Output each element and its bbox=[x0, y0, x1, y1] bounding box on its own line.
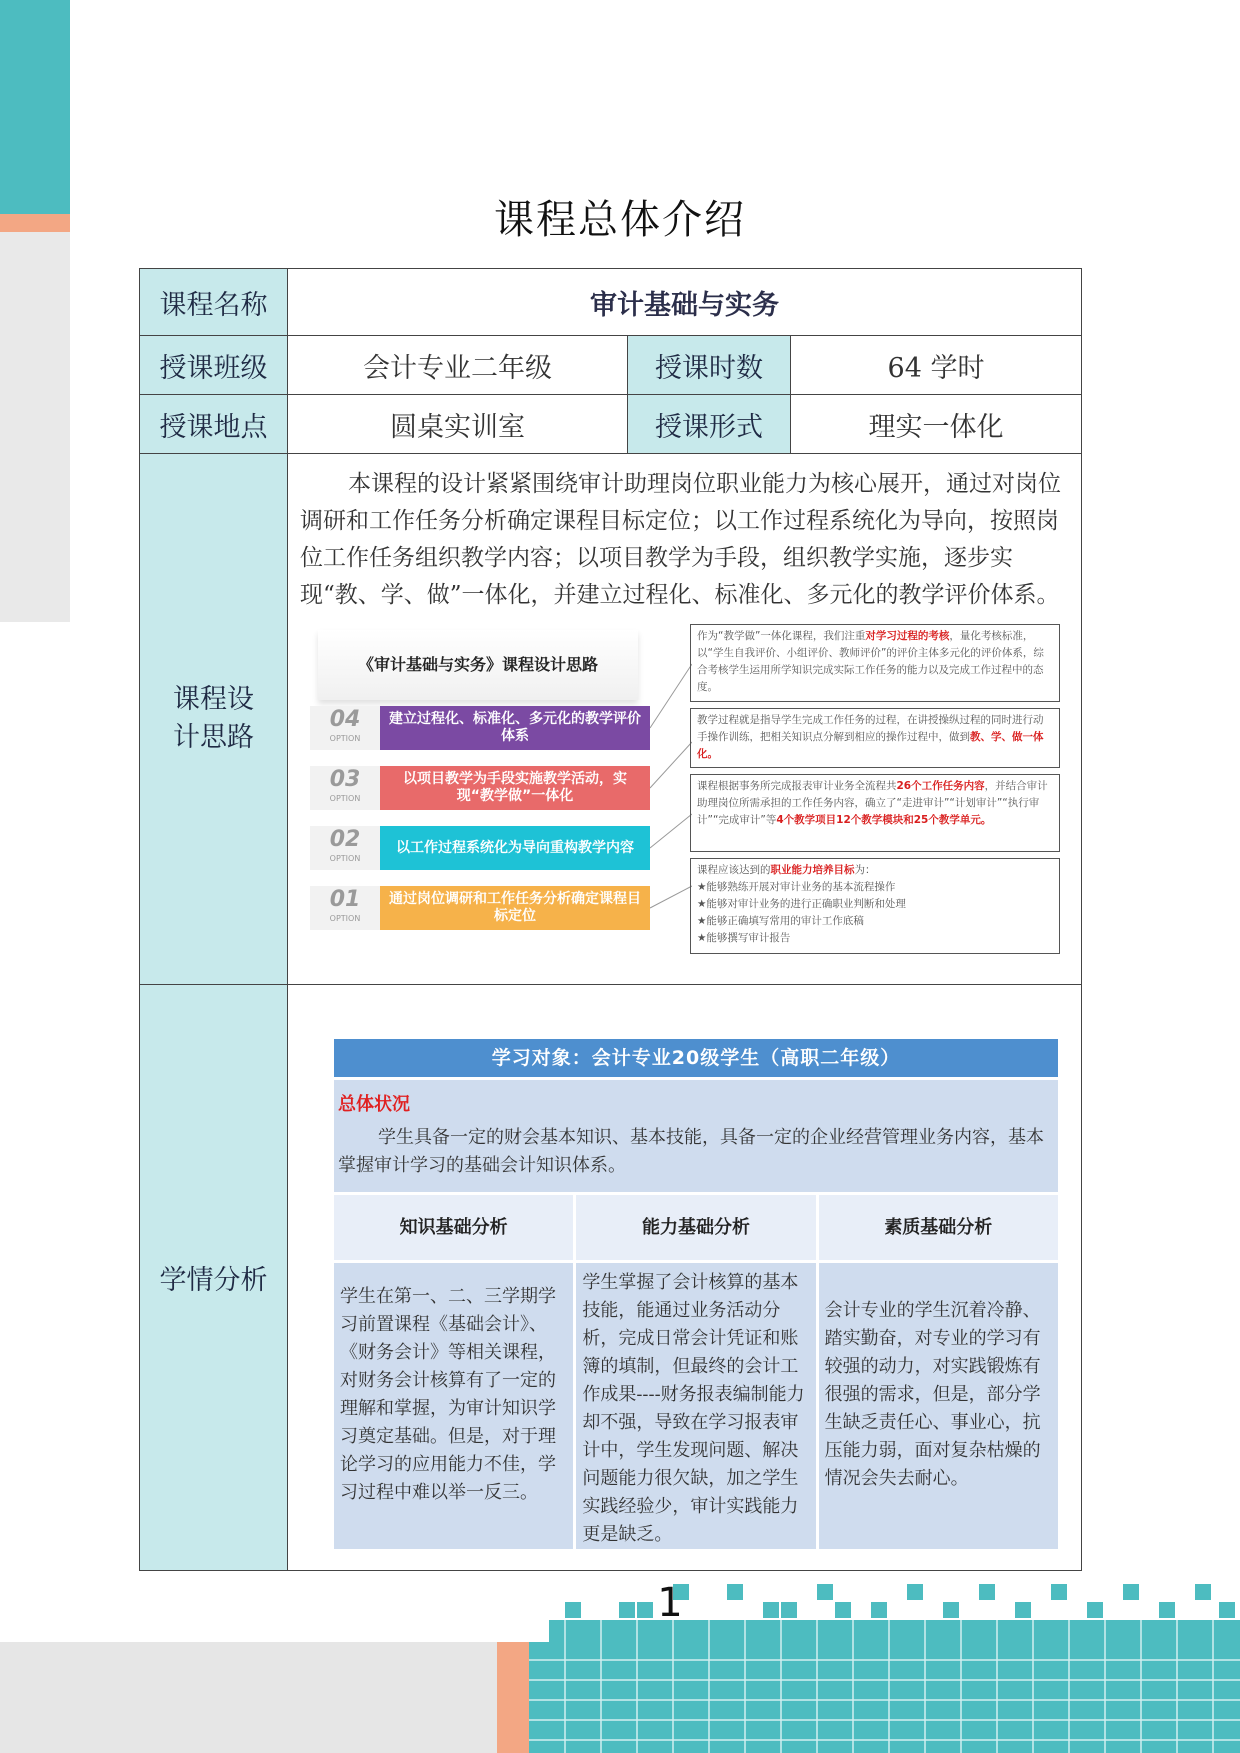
analysis-columns bbox=[334, 1195, 1058, 1549]
step-band: 以工作过程系统化为导向重构教学内容 bbox=[380, 826, 650, 870]
diagram-steps bbox=[300, 624, 655, 954]
step-band: 以项目教学为手段实施教学活动，实现“教学做”一体化 bbox=[380, 766, 650, 810]
decorative-teal-bar-left bbox=[0, 0, 70, 214]
option-label: OPTION bbox=[329, 734, 361, 743]
form-value: 理实一体化 bbox=[791, 395, 1082, 454]
box-text: ，量化考核标准，以“学生自我评价、小组评价、教师评价”的评价主体多元化的评价体系，综合考核学生运用所学知识完成实际工作任务的能力以及完成工作过程中的态度。 bbox=[697, 630, 1044, 693]
step-number-box bbox=[310, 886, 380, 930]
hours-label: 授课时数 bbox=[628, 336, 791, 395]
design-label: 课程设计思路 bbox=[140, 454, 288, 985]
location-label: 授课地点 bbox=[140, 395, 288, 454]
box-highlight: 26个工作任务内容 bbox=[896, 780, 985, 792]
analysis-panel bbox=[334, 1039, 1058, 1549]
option-label: OPTION bbox=[329, 794, 361, 803]
step-04 bbox=[310, 706, 650, 750]
quality-column bbox=[819, 1195, 1058, 1549]
decorative-gray-bar-left bbox=[0, 232, 70, 622]
column-title: 能力基础分析 bbox=[576, 1195, 815, 1260]
box-text: 课程应该达到的 bbox=[697, 864, 771, 876]
decorative-pixel-pattern bbox=[529, 1580, 1240, 1753]
step-number: 03 bbox=[329, 767, 361, 792]
step-band: 建立过程化、标准化、多元化的教学评价体系 bbox=[380, 706, 650, 750]
step-number-box bbox=[310, 826, 380, 870]
overall-text: 学生具备一定的财会基本知识、基本技能，具备一定的企业经营管理业务内容，基本掌握审计学习的基础会计知识体系。 bbox=[338, 1127, 1044, 1176]
design-content bbox=[288, 454, 1082, 985]
step-number-box bbox=[310, 706, 380, 750]
course-overview-table bbox=[139, 268, 1082, 1571]
overall-title: 总体状况 bbox=[338, 1094, 410, 1115]
class-hours-row bbox=[140, 336, 1082, 395]
box-text: 课程根据事务所完成报表审计业务全流程共 bbox=[697, 780, 897, 792]
box-text: ，并结合审计助理岗位所需承担的工作任务内容，确立了“走进审计”“计划审计”“执行审计”“完成审计”等 bbox=[697, 780, 1048, 826]
goal-item: ★能够正确填写常用的审计工作底稿 bbox=[697, 915, 864, 927]
course-name-row bbox=[140, 269, 1082, 336]
column-title: 知识基础分析 bbox=[334, 1195, 573, 1260]
page-title: 课程总体介绍 bbox=[494, 197, 746, 243]
column-text: 会计专业的学生沉着冷静、踏实勤奋，对专业的学习有较强的动力，对实践锻炼有很强的需求，但是，部分学生缺乏责任心、事业心，抗压能力弱，面对复杂枯燥的情况会失去耐心。 bbox=[819, 1263, 1058, 1549]
step-number-box bbox=[310, 766, 380, 810]
design-diagram bbox=[300, 624, 1069, 954]
class-value: 会计专业二年级 bbox=[288, 336, 628, 395]
box-text: 教学过程就是指导学生完成工作任务的过程，在讲授操纵过程的同时进行动手操作训练，把相关知识点分解到相应的操作过程中，做到 bbox=[697, 714, 1044, 743]
box-highlight: 职业能力培养目标 bbox=[770, 864, 855, 876]
diagram-connector-lines bbox=[650, 624, 692, 954]
description-box-process bbox=[690, 708, 1060, 768]
diagram-description-boxes bbox=[690, 624, 1060, 960]
option-label: OPTION bbox=[329, 914, 361, 923]
course-name-value: 审计基础与实务 bbox=[288, 269, 1082, 336]
page-number: 1 bbox=[657, 1580, 683, 1626]
goal-item: ★能够对审计业务的进行正确职业判断和处理 bbox=[697, 898, 906, 910]
decorative-orange-bar-bottom bbox=[497, 1642, 529, 1753]
description-box-evaluation bbox=[690, 624, 1060, 702]
column-text: 学生掌握了会计核算的基本技能，能通过业务活动分析，完成日常会计凭证和账簿的填制，但最终的会计工作成果----财务报表编制能力却不强，导致在学习报表审计中，学生发现问题、解决问题能力很欠缺，加之学生实践经验少，审计实践能力更是缺乏。 bbox=[576, 1263, 815, 1549]
box-text: 作为“教学做”一体化课程，我们注重 bbox=[697, 630, 866, 642]
knowledge-column bbox=[334, 1195, 573, 1549]
description-box-goals bbox=[690, 858, 1060, 954]
step-02 bbox=[310, 826, 650, 870]
analysis-header: 学习对象：会计专业20级学生（高职二年级） bbox=[334, 1039, 1058, 1077]
form-label: 授课形式 bbox=[628, 395, 791, 454]
location-value: 圆桌实训室 bbox=[288, 395, 628, 454]
step-number: 02 bbox=[329, 827, 361, 852]
box-highlight: 对学习过程的考核 bbox=[865, 630, 950, 642]
location-form-row bbox=[140, 395, 1082, 454]
analysis-overall bbox=[334, 1080, 1058, 1192]
ability-column bbox=[576, 1195, 815, 1549]
design-paragraph: 本课程的设计紧紧围绕审计助理岗位职业能力为核心展开，通过对岗位调研和工作任务分析确定课程目标定位；以工作过程系统化为导向，按照岗位工作任务组织教学内容；以项目教学为手段，组织教学实施，逐步实现“教、学、做”一体化，并建立过程化、标准化、多元化的教学评价体系。 bbox=[300, 471, 1061, 608]
goal-item: ★能够熟练开展对审计业务的基本流程操作 bbox=[697, 881, 896, 893]
step-band: 通过岗位调研和工作任务分析确定课程目标定位 bbox=[380, 886, 650, 930]
step-number: 04 bbox=[329, 707, 361, 732]
column-title: 素质基础分析 bbox=[819, 1195, 1058, 1260]
course-name-label: 课程名称 bbox=[140, 269, 288, 336]
goal-item: ★能够撰写审计报告 bbox=[697, 932, 791, 944]
description-box-content bbox=[690, 774, 1060, 852]
analysis-row bbox=[140, 985, 1082, 1571]
analysis-content bbox=[288, 985, 1082, 1571]
box-highlight: 4个教学项目12个教学模块和25个教学单元。 bbox=[776, 814, 992, 826]
hours-value: 64 学时 bbox=[791, 336, 1082, 395]
class-label: 授课班级 bbox=[140, 336, 288, 395]
design-row bbox=[140, 454, 1082, 985]
box-text: 为： bbox=[854, 864, 876, 876]
step-03 bbox=[310, 766, 650, 810]
step-01 bbox=[310, 886, 650, 930]
option-label: OPTION bbox=[329, 854, 361, 863]
analysis-label: 学情分析 bbox=[140, 985, 288, 1571]
step-number: 01 bbox=[329, 887, 361, 912]
box-highlight: 教、学、做一体化。 bbox=[697, 731, 1044, 760]
diagram-title: 《审计基础与实务》课程设计思路 bbox=[318, 630, 638, 700]
column-text: 学生在第一、二、三学期学习前置课程《基础会计》、《财务会计》等相关课程，对财务会计核算有了一定的理解和掌握，为审计知识学习奠定基础。但是，对于理论学习的应用能力不佳，学习过程中难以举一反三。 bbox=[334, 1263, 573, 1549]
decorative-gray-bar-bottom bbox=[0, 1642, 500, 1753]
